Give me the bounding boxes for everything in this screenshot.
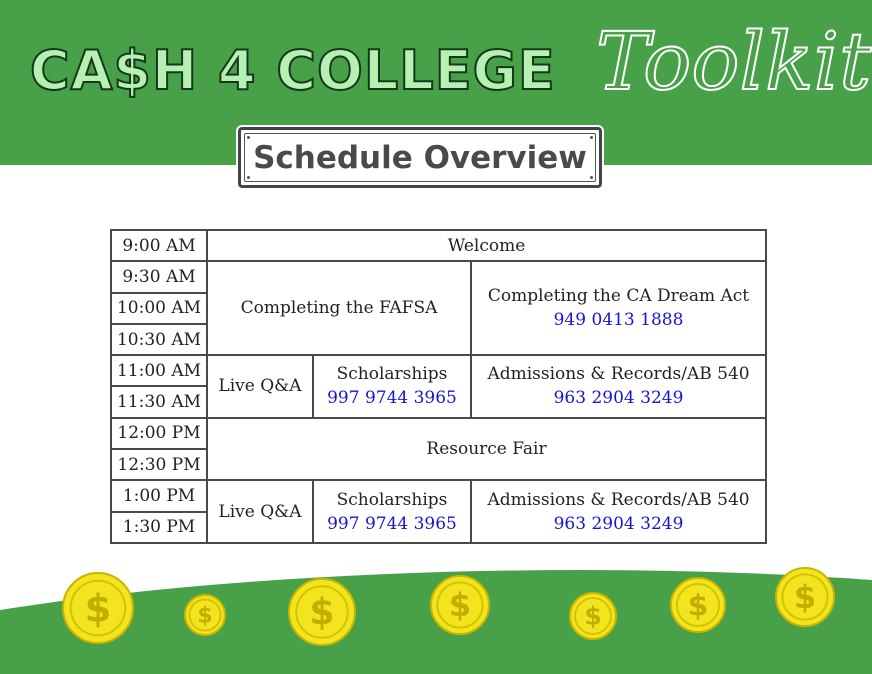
time-cell: 12:30 PM [111, 449, 207, 480]
scholarships-label: Scholarships [336, 364, 448, 385]
admissions-phone-link[interactable]: 963 2904 3249 [553, 388, 684, 409]
dream-act-phone-link[interactable]: 949 0413 1888 [553, 310, 684, 331]
svg-text:$: $ [793, 578, 817, 617]
dream-act-cell [471, 261, 766, 355]
subtitle-box [238, 127, 602, 188]
live-qa-cell: Live Q&A [207, 480, 313, 543]
svg-text:$: $ [84, 586, 112, 632]
table-row [111, 261, 766, 292]
title-script: Toolkit [596, 15, 872, 108]
svg-text:$: $ [584, 601, 602, 631]
scholarships-label: Scholarships [336, 489, 448, 510]
dream-act-label: Completing the CA Dream Act [487, 286, 750, 307]
fafsa-cell: Completing the FAFSA [207, 261, 471, 355]
footer-decoration [0, 550, 872, 674]
svg-text:$: $ [309, 590, 335, 634]
dollar-coin-icon [185, 595, 225, 635]
subtitle-label: Schedule Overview [253, 139, 587, 176]
time-cell: 11:00 AM [111, 355, 207, 386]
time-cell: 10:00 AM [111, 293, 207, 324]
dollar-coin-icon [431, 576, 489, 634]
table-row [111, 355, 766, 386]
time-cell: 1:30 PM [111, 512, 207, 543]
page-title [0, 0, 872, 130]
resource-fair-cell: Resource Fair [207, 418, 766, 481]
dollar-coin-icon [570, 593, 616, 639]
dollar-coin-icon [289, 579, 355, 645]
svg-text:$: $ [687, 588, 709, 624]
table-row [111, 418, 766, 449]
table-row [111, 480, 766, 511]
admissions-label: Admissions & Records/AB 540 [487, 489, 750, 510]
admissions-label: Admissions & Records/AB 540 [487, 364, 750, 385]
time-cell: 11:30 AM [111, 386, 207, 417]
time-cell: 12:00 PM [111, 418, 207, 449]
svg-text:$: $ [197, 603, 213, 629]
welcome-cell: Welcome [207, 230, 766, 261]
time-cell: 10:30 AM [111, 324, 207, 355]
dollar-coin-icon [776, 568, 834, 626]
time-cell: 1:00 PM [111, 480, 207, 511]
admissions-phone-link[interactable]: 963 2904 3249 [553, 513, 684, 534]
table-row [111, 230, 766, 261]
live-qa-cell: Live Q&A [207, 355, 313, 418]
admissions-cell [471, 355, 766, 418]
scholarships-cell [313, 355, 471, 418]
admissions-cell [471, 480, 766, 543]
scholarships-phone-link[interactable]: 997 9744 3965 [327, 388, 457, 409]
time-cell: 9:30 AM [111, 261, 207, 292]
scholarships-cell [313, 480, 471, 543]
scholarships-phone-link[interactable]: 997 9744 3965 [327, 513, 457, 534]
dollar-coin-icon [671, 578, 725, 632]
svg-text:$: $ [448, 586, 472, 625]
time-cell: 9:00 AM [111, 230, 207, 261]
schedule-table [110, 229, 767, 544]
dollar-coin-icon [63, 573, 133, 643]
title-main: CA$H 4 COLLEGE [30, 39, 556, 102]
